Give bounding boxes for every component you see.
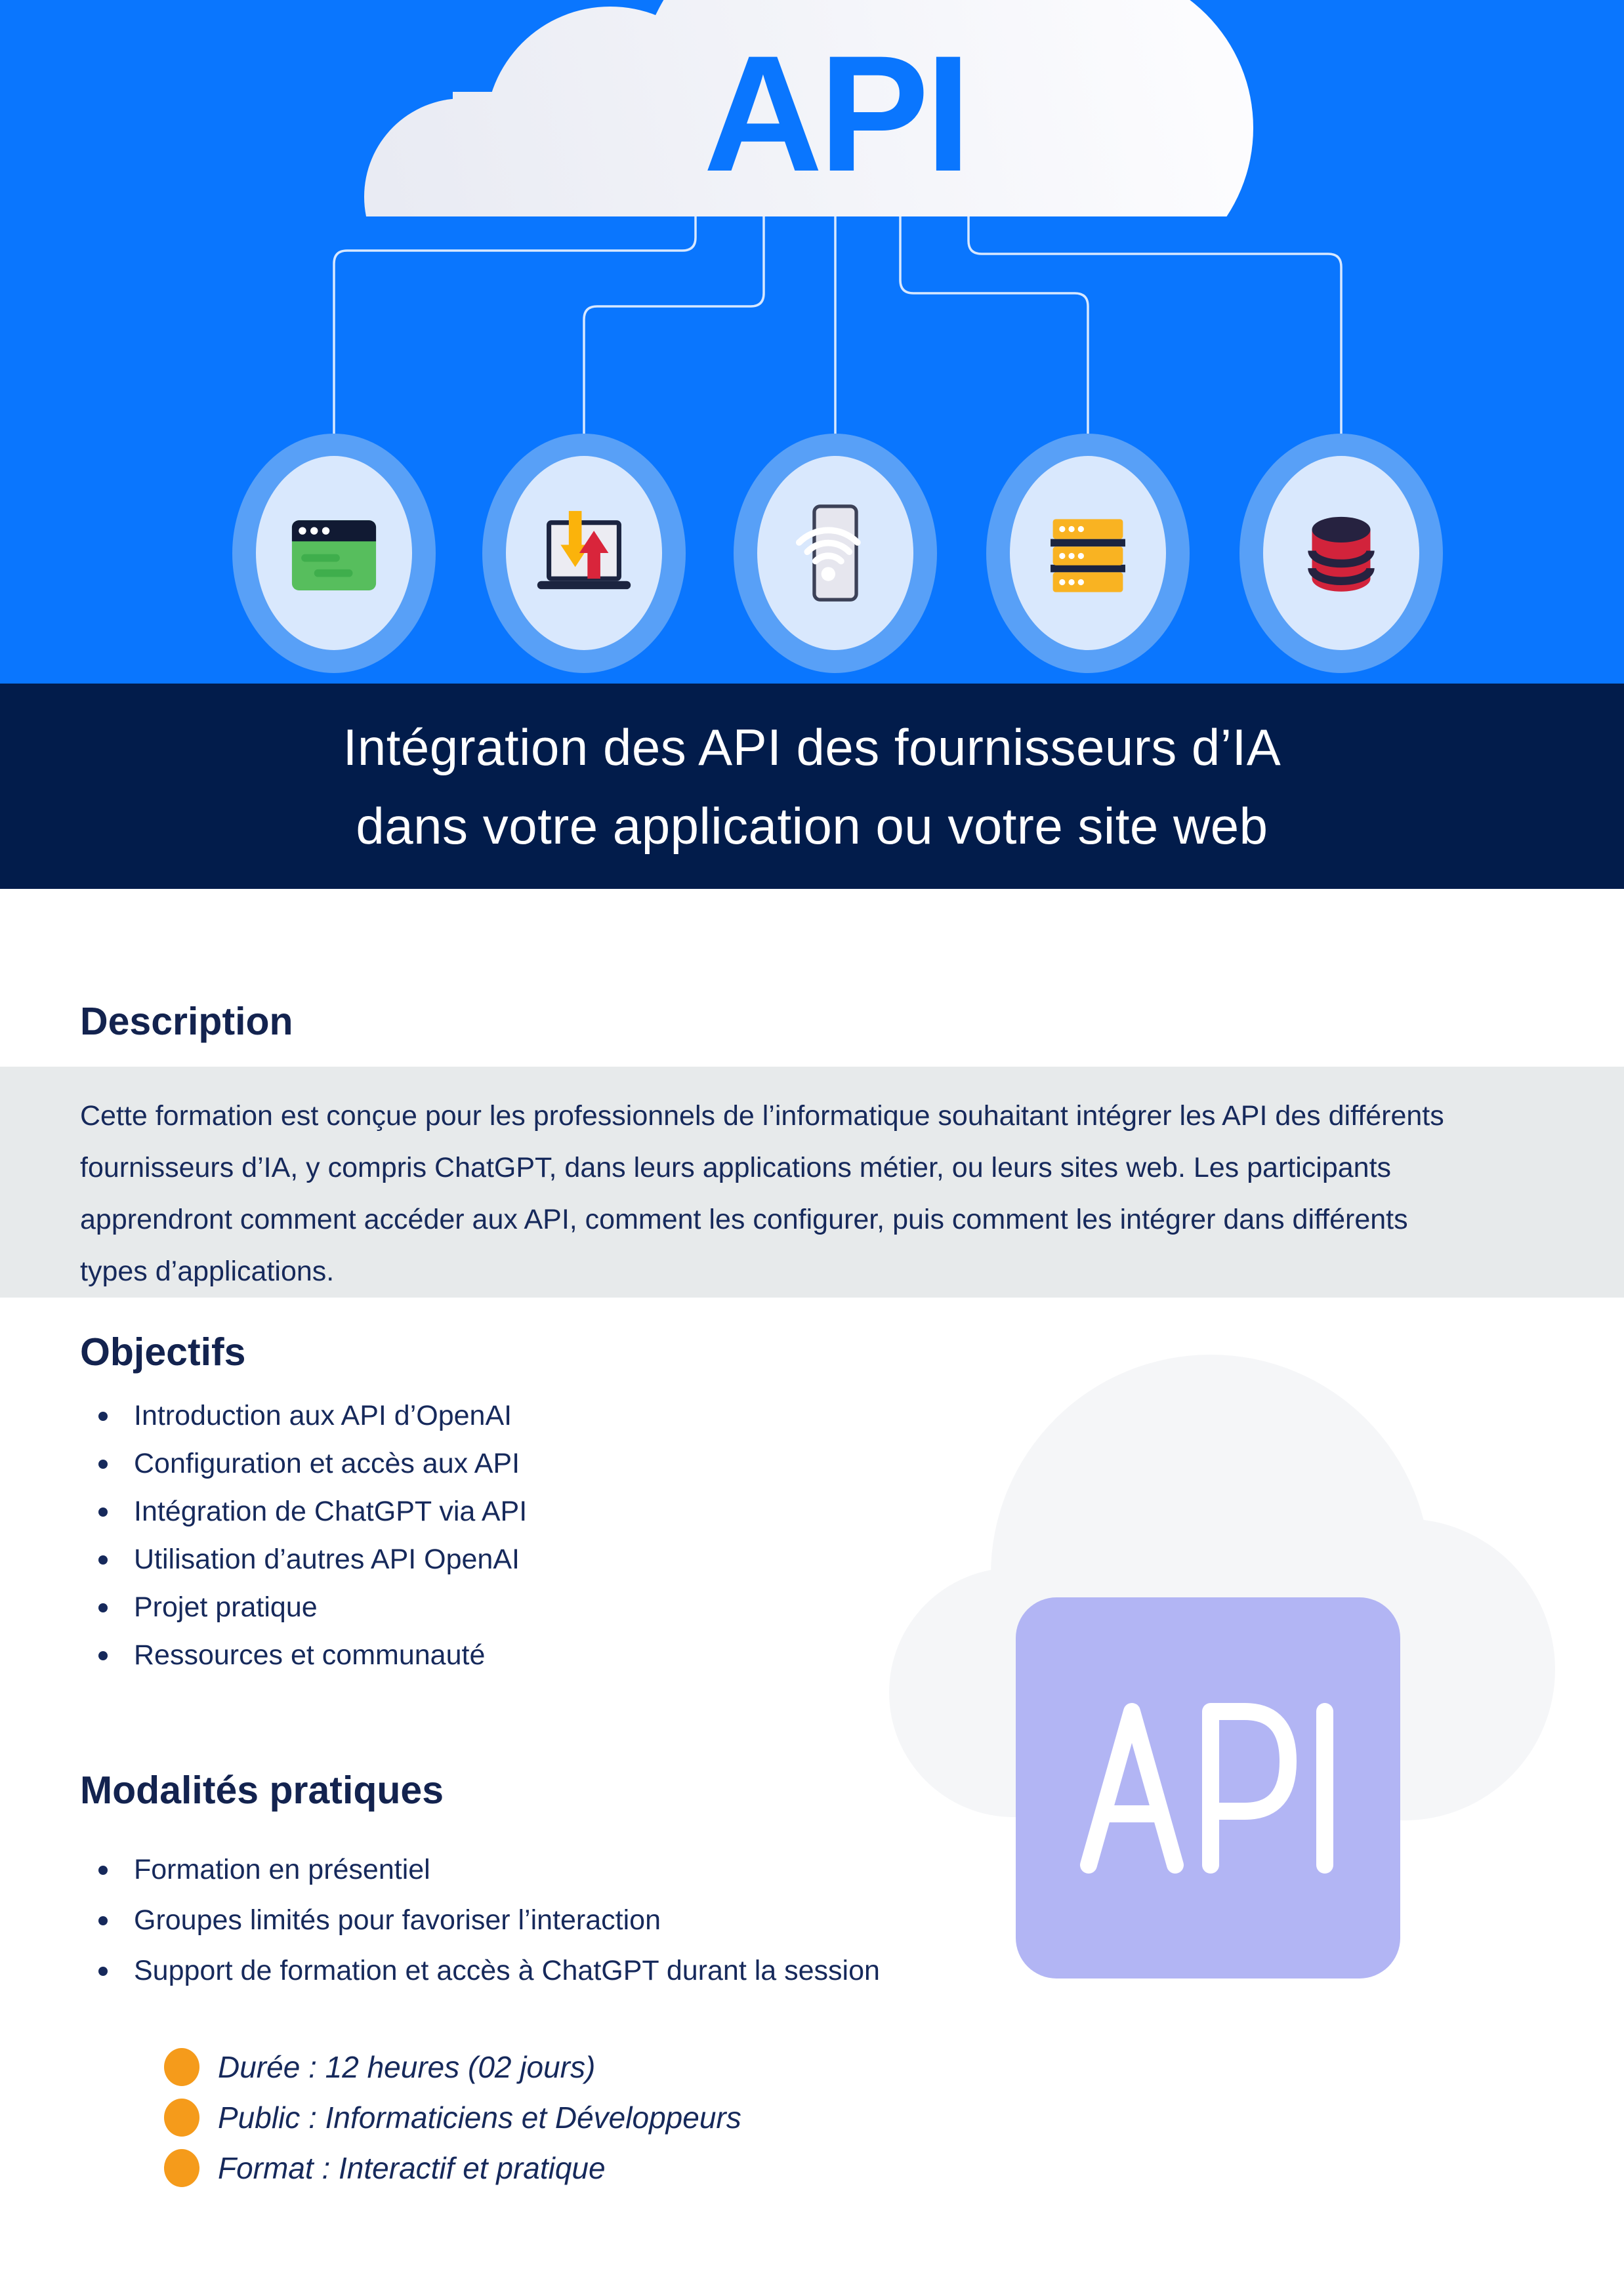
course-details: [164, 2041, 741, 2193]
bullet-icon: [98, 1866, 108, 1875]
orange-bullet-icon: [164, 2048, 199, 2086]
detail-row: [164, 2041, 741, 2092]
node-mobile: [734, 434, 937, 673]
bullet-icon: [98, 1603, 108, 1612]
list-item: [98, 1488, 527, 1536]
node-circle: [1263, 456, 1419, 650]
list-item: [98, 1946, 880, 1996]
list-item: [98, 1584, 527, 1631]
node-circle: [1010, 456, 1166, 650]
list-item-label: Formation en présentiel: [134, 1854, 430, 1885]
bullet-icon: [98, 1460, 108, 1469]
objectifs-heading: Objectifs: [80, 1330, 246, 1374]
detail-row: [164, 2092, 741, 2142]
list-item-label: Configuration et accès aux API: [134, 1448, 520, 1479]
list-item-label: Groupes limités pour favoriser l’interaction: [134, 1904, 661, 1936]
list-item: [98, 1536, 527, 1584]
api-badge: [1016, 1597, 1400, 1978]
node-data-transfer: [482, 434, 686, 673]
list-item: [98, 1440, 527, 1488]
title-banner: [0, 684, 1624, 889]
detail-label: Format : Interactif et pratique: [218, 2150, 606, 2185]
detail-label: Durée : 12 heures (02 jours): [218, 2049, 596, 2084]
page-title-line2: dans votre application ou votre site web: [356, 796, 1268, 855]
modalites-list: [98, 1845, 880, 1996]
server-icon: [1030, 495, 1146, 611]
node-database: [1239, 434, 1443, 673]
browser-icon: [276, 495, 392, 611]
bullet-icon: [98, 1967, 108, 1976]
list-item: [98, 1631, 527, 1679]
node-server: [986, 434, 1190, 673]
list-item: [98, 1895, 880, 1946]
data-transfer-icon: [526, 495, 642, 611]
bullet-icon: [98, 1412, 108, 1421]
list-item-label: Utilisation d’autres API OpenAI: [134, 1544, 520, 1575]
list-item-label: Ressources et communauté: [134, 1639, 486, 1671]
list-item-label: Intégration de ChatGPT via API: [134, 1496, 528, 1527]
bullet-icon: [98, 1555, 108, 1565]
detail-label: Public : Informaticiens et Développeurs: [218, 2100, 741, 2135]
bullet-icon: [98, 1507, 108, 1517]
bullet-icon: [98, 1651, 108, 1660]
mobile-wifi-icon: [777, 495, 894, 611]
node-circle: [256, 456, 412, 650]
node-circle: [506, 456, 662, 650]
hero-illustration: [0, 0, 1624, 684]
node-browser: [232, 434, 436, 673]
bullet-icon: [98, 1916, 108, 1925]
description-panel: [0, 1067, 1624, 1298]
list-item: [98, 1392, 527, 1440]
database-icon: [1283, 495, 1400, 611]
list-item-label: Introduction aux API d’OpenAI: [134, 1400, 512, 1431]
node-circle: [757, 456, 913, 650]
api-badge-glyph: [1079, 1702, 1337, 1874]
objectifs-list: [98, 1392, 527, 1679]
api-cloud-label: API: [703, 22, 968, 206]
description-heading: Description: [80, 1000, 293, 1043]
api-connection-lines: [334, 215, 1341, 436]
list-item-label: Projet pratique: [134, 1591, 318, 1623]
list-item-label: Support de formation et accès à ChatGPT durant la session: [134, 1955, 880, 1986]
orange-bullet-icon: [164, 2099, 199, 2137]
description-body: Cette formation est conçue pour les professionnels de l’informatique souhaitant intégrer les API des différents fournisseurs d’IA, y compris ChatGPT, dans leurs applications métier, ou leurs sites web. Les participants apprendront comment accéder aux API, comment les configurer, puis comment les intégrer dans différents types d’applications.: [80, 1100, 1444, 1287]
orange-bullet-icon: [164, 2149, 199, 2187]
modalites-heading: Modalités pratiques: [80, 1769, 444, 1812]
detail-row: [164, 2142, 741, 2193]
page-title-line1: Intégration des API des fournisseurs d’IA: [343, 718, 1281, 776]
list-item: [98, 1845, 880, 1895]
